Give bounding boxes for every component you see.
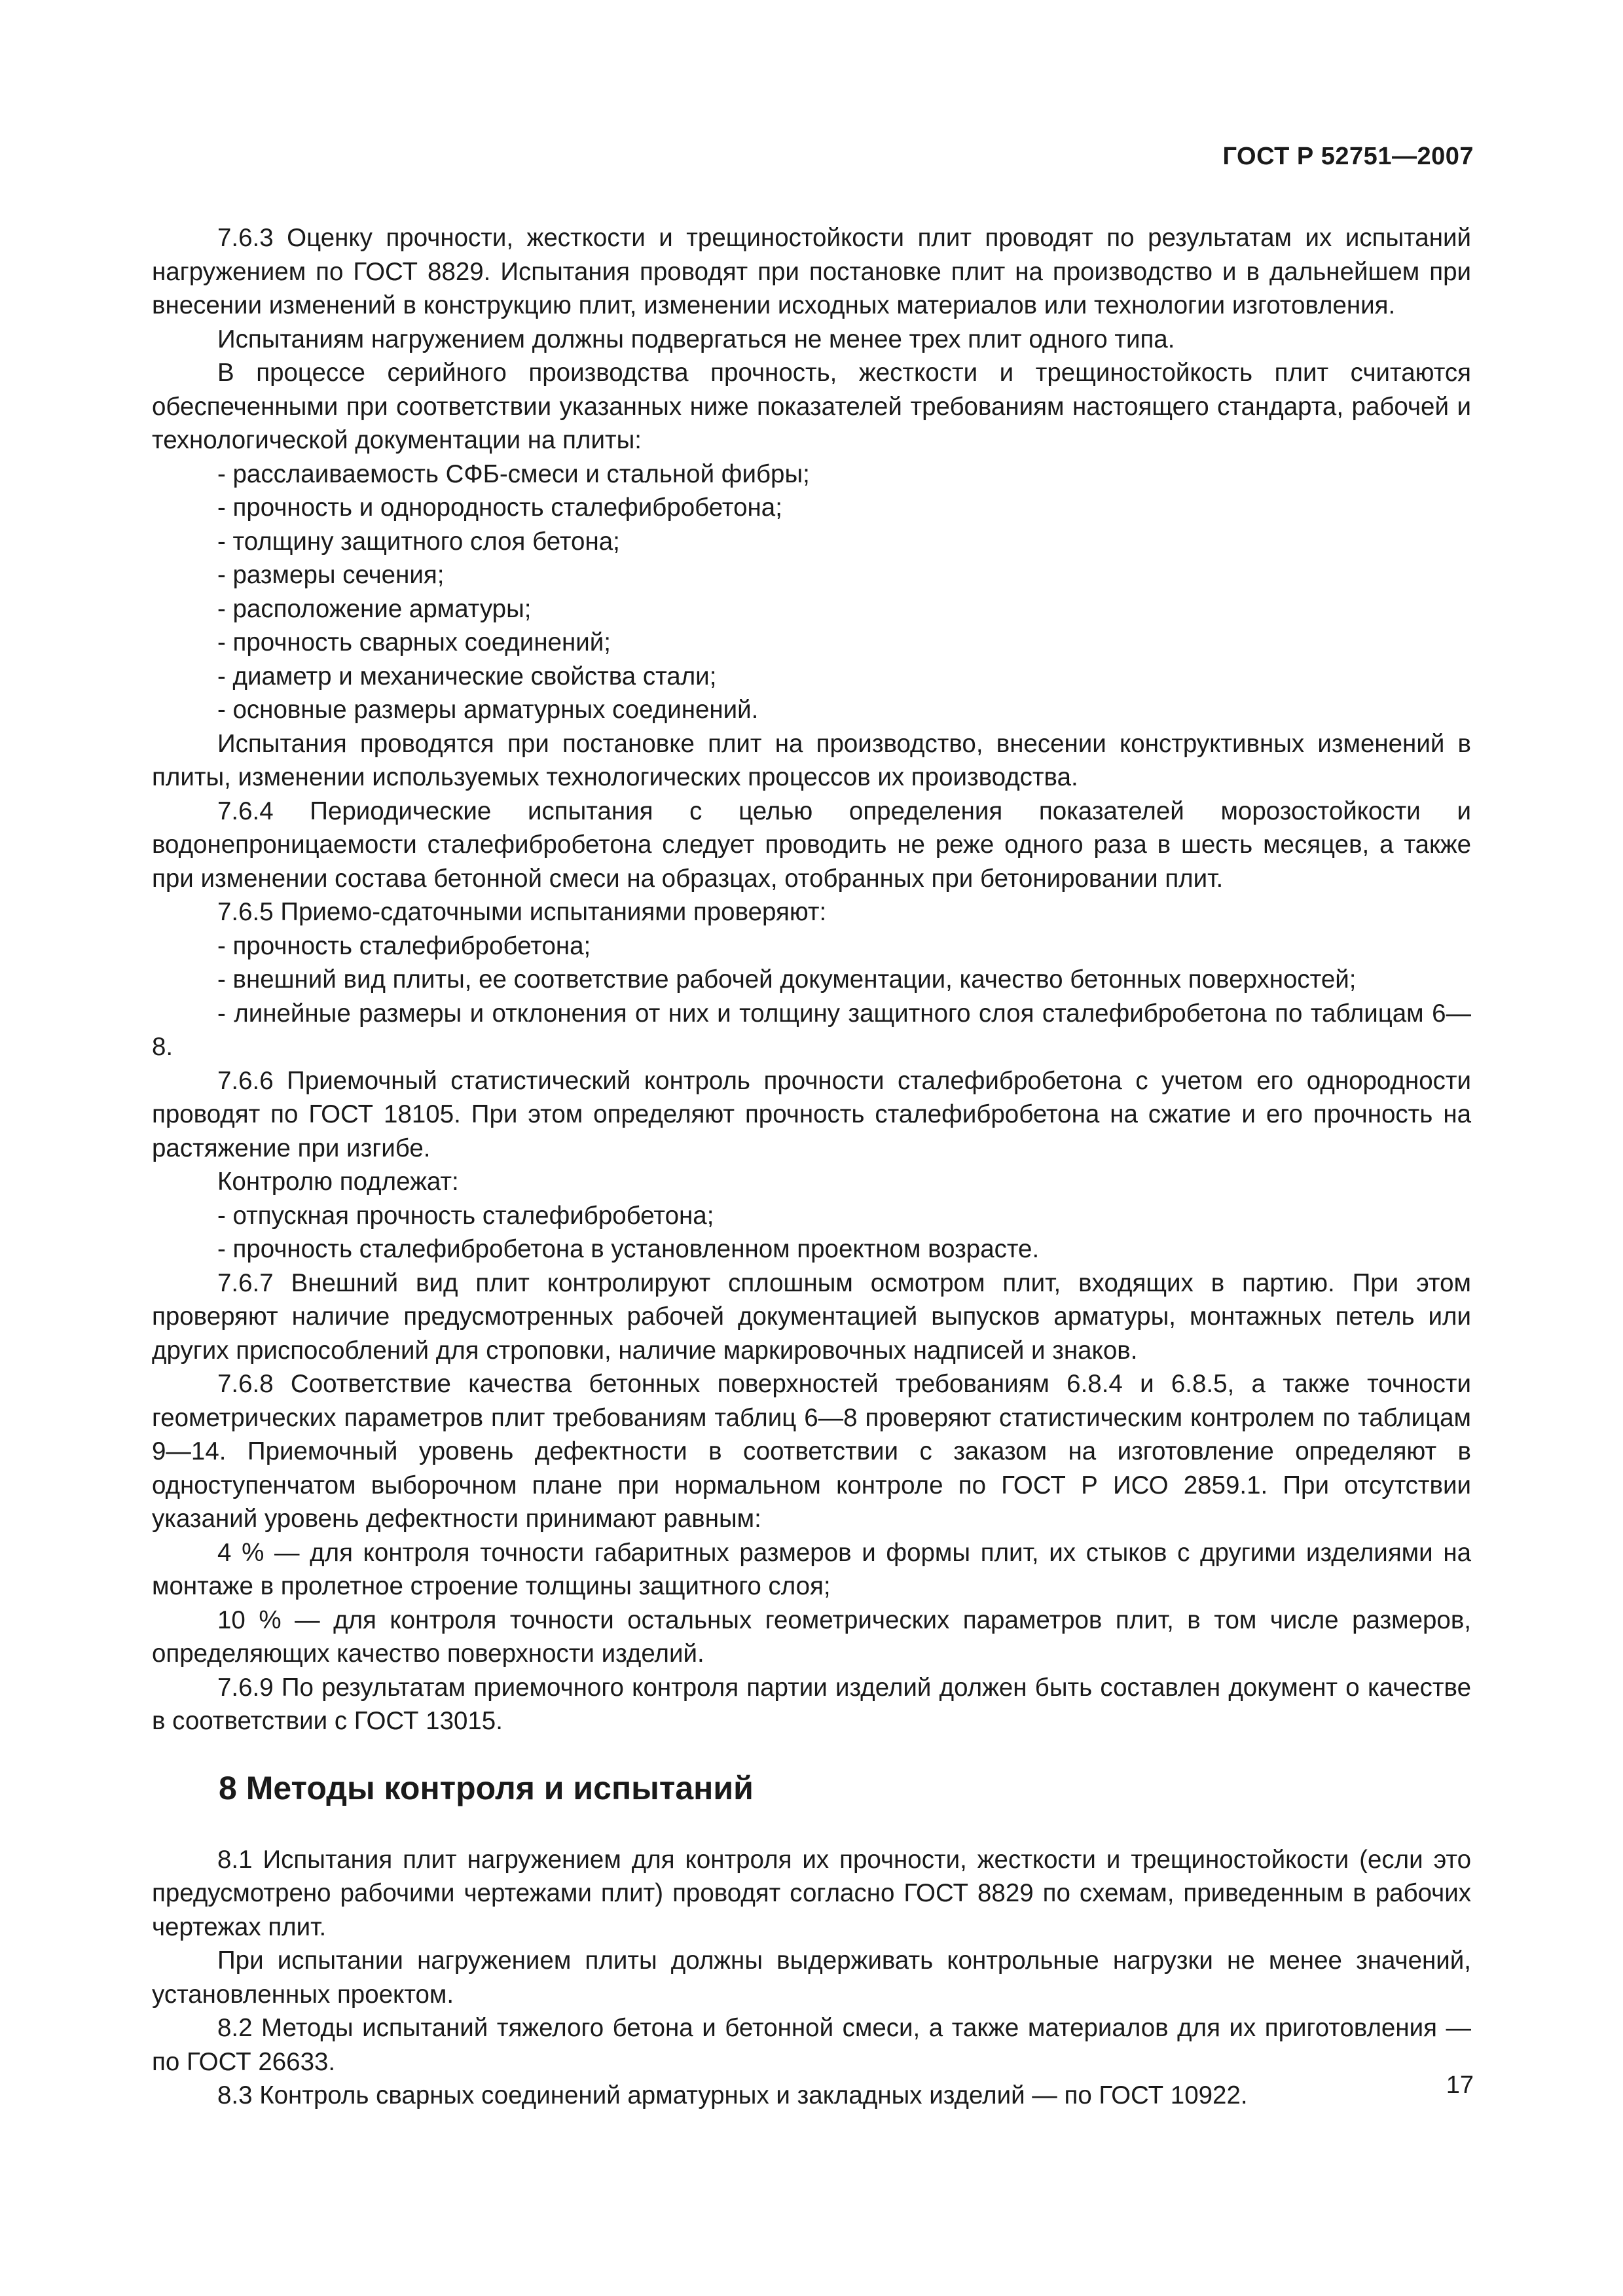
paragraph: 4 % — для контроля точности габаритных размеров и формы плит, их стыков с другими изделиями на монтаже в пролетное строение толщины защитного слоя; xyxy=(152,1538,1471,1600)
page-number: 17 xyxy=(1446,2072,1474,2099)
list-item: - линейные размеры и отклонения от них и толщину защитного слоя сталефибробетона по таблицам 6—8. xyxy=(152,999,1471,1061)
list-item: - отпускная прочность сталефибробетона; xyxy=(217,1201,714,1230)
paragraph: 7.6.8 Соответствие качества бетонных поверхностей требованиям 6.8.4 и 6.8.5, а также точности геометрических параметров плит требованиям таблиц 6—8 проверяют статистическим контролем по таблицам 9—14. Приемочный уровень дефектности в соответствии с заказом на изготовление определяют в одноступенчатом выборочном плане при нормальном контроле по ГОСТ Р ИСО 2859.1. При отсутствии указаний уровень дефектности принимают равным: xyxy=(152,1370,1471,1533)
document-body xyxy=(152,221,1471,2113)
list-item: - прочность сварных соединений; xyxy=(217,628,611,656)
paragraph: 7.6.7 Внешний вид плит контролируют сплошным осмотром плит, входящих в партию. При этом проверяют наличие предусмотренных рабочей документацией выпусков арматуры, монтажных петель или других приспособлений для строповки, наличие маркировочных надписей и знаков. xyxy=(152,1268,1471,1365)
document-code-header: ГОСТ Р 52751—2007 xyxy=(1222,143,1474,170)
list-item: - толщину защитного слоя бетона; xyxy=(217,527,620,556)
paragraph: Контролю подлежат: xyxy=(217,1168,459,1196)
paragraph: Испытаниям нагружением должны подвергаться не менее трех плит одного типа. xyxy=(217,325,1175,353)
paragraph: 7.6.4 Периодические испытания с целью определения показателей морозостойкости и водонепроницаемости сталефибробетона следует проводить не реже одного раза в шесть месяцев, а также при изменении состава бетонной смеси на образцах, отобранных при бетонировании плит. xyxy=(152,797,1471,893)
paragraph: 7.6.6 Приемочный статистический контроль прочности сталефибробетона с учетом его однородности проводят по ГОСТ 18105. При этом определяют прочность сталефибробетона на сжатие и его прочность на растяжение при изгибе. xyxy=(152,1066,1471,1162)
list-item: - расслаиваемость СФБ-смеси и стальной фибры; xyxy=(217,459,810,488)
paragraph: В процессе серийного производства прочность, жесткости и трещиностойкость плит считаются обеспеченными при соответствии указанных ниже показателей требованиям настоящего стандарта, рабочей и технологической документации на плиты: xyxy=(152,359,1471,454)
list-item: - размеры сечения; xyxy=(217,561,445,589)
list-item: - расположение арматуры; xyxy=(217,594,532,623)
list-item: - прочность и однородность сталефибробетона; xyxy=(217,493,782,522)
paragraph: 8.3 Контроль сварных соединений арматурных и закладных изделий — по ГОСТ 10922. xyxy=(217,2081,1248,2109)
section-heading: 8 Методы контроля и испытаний xyxy=(219,1769,754,1806)
list-item: - прочность сталефибробетона в установленном проектном возрасте. xyxy=(217,1235,1040,1263)
list-item: - внешний вид плиты, ее соответствие рабочей документации, качество бетонных поверхностей; xyxy=(217,965,1357,994)
paragraph: 8.1 Испытания плит нагружением для контроля их прочности, жесткости и трещиностойкости (если это предусмотрено рабочими чертежами плит) проводят согласно ГОСТ 8829 по схемам, приведенным в рабочих чертежах плит. xyxy=(152,1845,1471,1941)
paragraph: 7.6.9 По результатам приемочного контроля партии изделий должен быть составлен документ о качестве в соответствии с ГОСТ 13015. xyxy=(152,1673,1471,1735)
paragraph: При испытании нагружением плиты должны выдерживать контрольные нагрузки не менее значений, установленных проектом. xyxy=(152,1946,1471,2009)
paragraph: 7.6.3 Оценку прочности, жесткости и трещиностойкости плит проводят по результатам их испытаний нагружением по ГОСТ 8829. Испытания проводят при постановке плит на производство и в дальнейшем при внесении изменений в конструкцию плит, изменении исходных материалов или технологии изготовления. xyxy=(152,224,1471,319)
paragraph: 8.2 Методы испытаний тяжелого бетона и бетонной смеси, а также материалов для их приготовления — по ГОСТ 26633. xyxy=(152,2014,1471,2076)
list-item: - диаметр и механические свойства стали; xyxy=(217,662,717,691)
paragraph: 10 % — для контроля точности остальных геометрических параметров плит, в том числе размеров, определяющих качество поверхности изделий. xyxy=(152,1605,1471,1668)
list-item: - прочность сталефибробетона; xyxy=(217,931,591,960)
paragraph: Испытания проводятся при постановке плит на производство, внесении конструктивных изменений в плиты, изменении используемых технологических процессов их производства. xyxy=(152,729,1471,791)
paragraph: 7.6.5 Приемо-сдаточными испытаниями проверяют: xyxy=(217,898,827,926)
list-item: - основные размеры арматурных соединений. xyxy=(217,696,759,724)
